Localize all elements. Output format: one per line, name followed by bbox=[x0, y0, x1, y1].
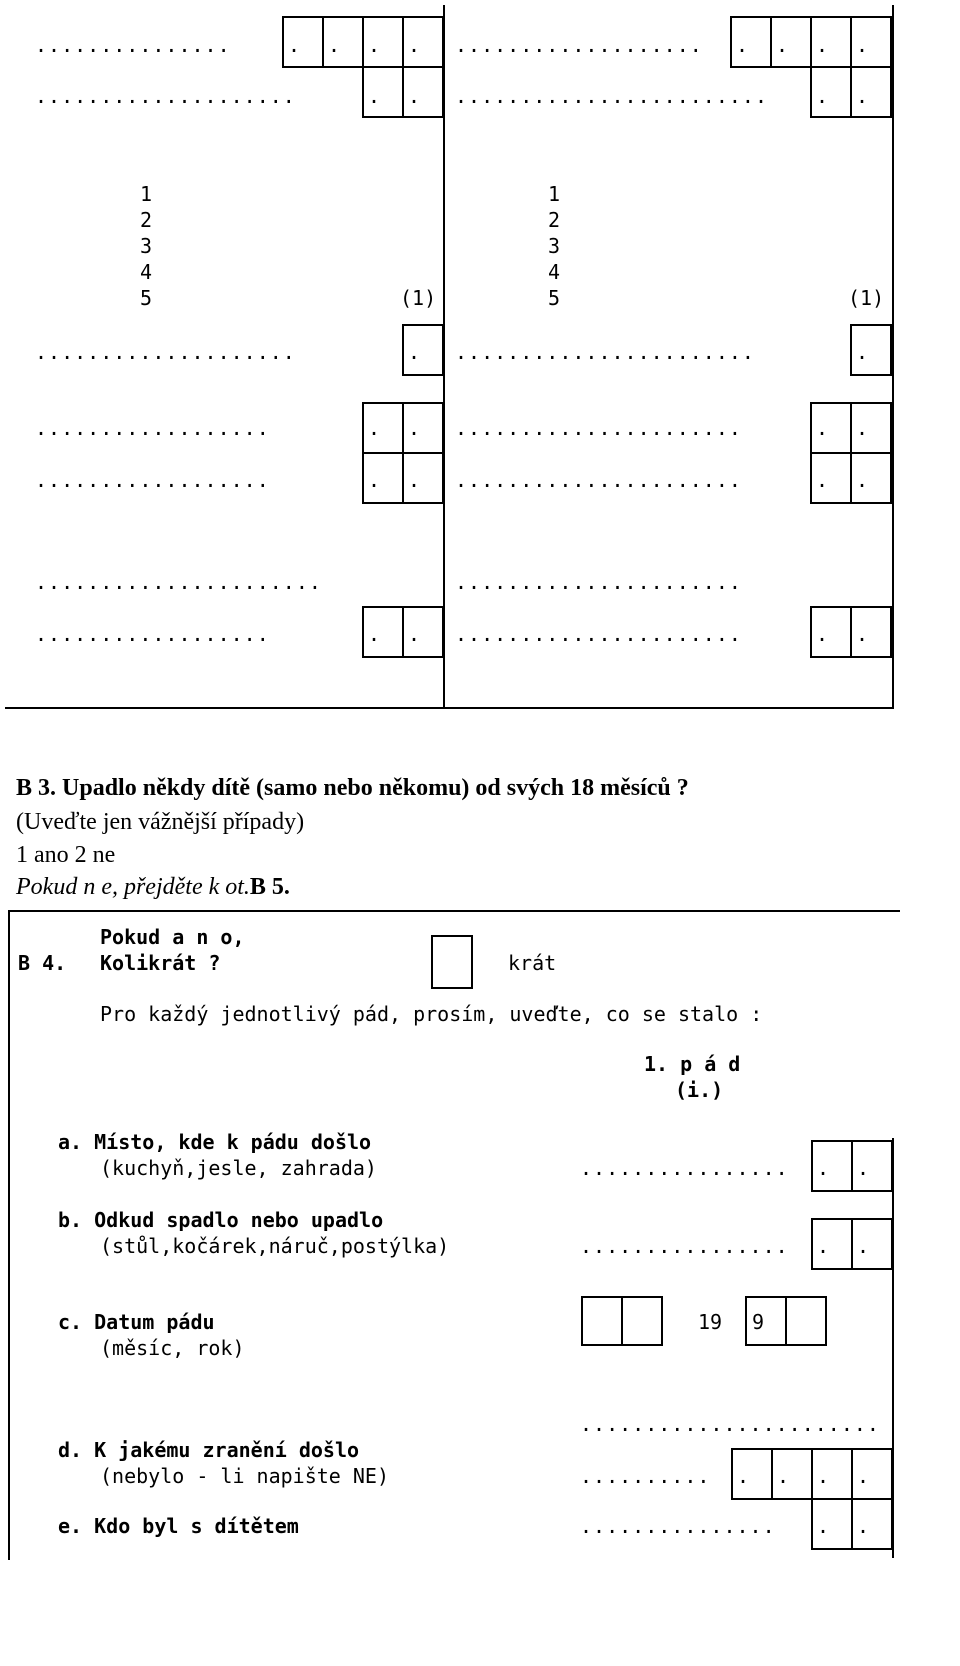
column-header: 1. p á d bbox=[644, 1052, 741, 1076]
box-dot: . bbox=[737, 1464, 750, 1488]
b3-question: B 3. Upadlo někdy dítě (samo nebo někomu) od svých 18 měsíců ? bbox=[16, 775, 689, 801]
box-dot: . bbox=[856, 33, 869, 57]
b4-unit: krát bbox=[508, 951, 557, 975]
code-left: (1) bbox=[400, 286, 437, 310]
option: 2 bbox=[140, 208, 153, 232]
fill-line-right: ...................... bbox=[455, 416, 742, 440]
code-right: (1) bbox=[848, 286, 885, 310]
option: 1 bbox=[548, 182, 561, 206]
box-dot: . bbox=[816, 468, 829, 492]
year-prefix: 19 bbox=[698, 1310, 723, 1334]
fill-line-right: ........................ bbox=[455, 84, 768, 108]
item-d-hint: (nebylo - li napište NE) bbox=[100, 1464, 389, 1488]
month-box[interactable] bbox=[581, 1296, 623, 1346]
fill-line-right: ...................... bbox=[455, 570, 742, 594]
count-box[interactable] bbox=[431, 935, 473, 989]
option: 1 bbox=[140, 182, 153, 206]
top-table-bottom-line bbox=[5, 707, 894, 709]
option: 5 bbox=[140, 286, 153, 310]
column-subheader: (i.) bbox=[675, 1078, 724, 1102]
box-dot: . bbox=[816, 622, 829, 646]
box-dot: . bbox=[857, 1514, 870, 1538]
item-a-hint: (kuchyň,jesle, zahrada) bbox=[100, 1156, 377, 1180]
option: 3 bbox=[548, 234, 561, 258]
item-d-fill-line-top: ....................... bbox=[580, 1412, 880, 1436]
box-dot: . bbox=[817, 1514, 830, 1538]
item-a-label: a. Místo, kde k pádu došlo bbox=[58, 1130, 372, 1154]
box-dot: . bbox=[817, 1156, 830, 1180]
box-dot: . bbox=[856, 416, 869, 440]
box-dot: . bbox=[408, 468, 421, 492]
item-a-fill-line: ................ bbox=[580, 1156, 789, 1180]
option: 4 bbox=[548, 260, 561, 284]
box-dot: . bbox=[368, 622, 381, 646]
b3-skip-target: B 5. bbox=[249, 874, 290, 900]
option: 4 bbox=[140, 260, 153, 284]
box-dot: . bbox=[368, 84, 381, 108]
box-dot: . bbox=[857, 1234, 870, 1258]
item-b-label: b. Odkud spadlo nebo upadlo bbox=[58, 1208, 384, 1232]
item-b-fill-line: ................ bbox=[580, 1234, 789, 1258]
fill-line-left: .................. bbox=[35, 468, 270, 492]
fill-line-right: ...................... bbox=[455, 622, 742, 646]
box-dot: . bbox=[856, 468, 869, 492]
month-box[interactable] bbox=[621, 1296, 663, 1346]
box-dot: . bbox=[736, 33, 749, 57]
b3-note: (Uveďte jen vážnější případy) bbox=[16, 809, 305, 835]
box-dot: . bbox=[776, 33, 789, 57]
box-dot: . bbox=[777, 1464, 790, 1488]
box-dot: . bbox=[368, 33, 381, 57]
box-dot: . bbox=[408, 622, 421, 646]
box-dot: . bbox=[408, 416, 421, 440]
fill-line-right: ...................... bbox=[455, 468, 742, 492]
b4-number: B 4. bbox=[18, 951, 67, 975]
box-dot: . bbox=[368, 416, 381, 440]
b3-skip-text: Pokud n e, přejděte k ot. bbox=[16, 874, 250, 900]
fill-line-left: .................... bbox=[35, 340, 296, 364]
item-e-fill-line: ............... bbox=[580, 1514, 776, 1538]
b4-top-border bbox=[8, 910, 900, 912]
fill-line-right: ....................... bbox=[455, 340, 755, 364]
box-dot: . bbox=[368, 468, 381, 492]
b4-instruction: Pro každý jednotlivý pád, prosím, uveďte, co se stalo : bbox=[100, 1002, 763, 1026]
fill-line-left: .................... bbox=[35, 84, 296, 108]
fill-line-left: ............... bbox=[35, 33, 231, 57]
option: 5 bbox=[548, 286, 561, 310]
item-c-hint: (měsíc, rok) bbox=[100, 1336, 245, 1360]
options-list-left bbox=[140, 184, 152, 314]
box-dot: . bbox=[856, 84, 869, 108]
box-dot: . bbox=[856, 622, 869, 646]
box-dot: . bbox=[817, 1234, 830, 1258]
item-b-hint: (stůl,kočárek,náruč,postýlka) bbox=[100, 1234, 450, 1258]
year-box[interactable] bbox=[785, 1296, 827, 1346]
fill-line-left: ...................... bbox=[35, 570, 322, 594]
right-border bbox=[892, 5, 894, 708]
box-dot: . bbox=[817, 1464, 830, 1488]
option: 3 bbox=[140, 234, 153, 258]
box-dot: . bbox=[816, 84, 829, 108]
box-dot: . bbox=[857, 1156, 870, 1180]
box-dot: . bbox=[857, 1464, 870, 1488]
fill-line-left: .................. bbox=[35, 416, 270, 440]
box-dot: . bbox=[328, 33, 341, 57]
box-dot: . bbox=[288, 33, 301, 57]
box-dot: . bbox=[856, 340, 869, 364]
option: 2 bbox=[548, 208, 561, 232]
b3-skip-instruction bbox=[16, 875, 290, 899]
item-e-label: e. Kdo byl s dítětem bbox=[58, 1514, 299, 1538]
year-digit: 9 bbox=[752, 1310, 765, 1334]
item-d-label: d. K jakému zranění došlo bbox=[58, 1438, 360, 1462]
box-dot: . bbox=[816, 416, 829, 440]
fill-line-left: .................. bbox=[35, 622, 270, 646]
item-c-label: c. Datum pádu bbox=[58, 1310, 215, 1334]
b4-question: Kolikrát ? bbox=[100, 951, 221, 975]
fill-line-right: ................... bbox=[455, 33, 703, 57]
box-dot: . bbox=[408, 84, 421, 108]
b4-left-border bbox=[8, 910, 10, 1560]
box-dot: . bbox=[408, 33, 421, 57]
b4-condition: Pokud a n o, bbox=[100, 925, 245, 949]
options-list-right bbox=[548, 184, 560, 314]
b3-options: 1 ano 2 ne bbox=[16, 842, 116, 868]
box-dot: . bbox=[816, 33, 829, 57]
box-dot: . bbox=[408, 340, 421, 364]
item-d-fill-line: .......... bbox=[580, 1464, 711, 1488]
